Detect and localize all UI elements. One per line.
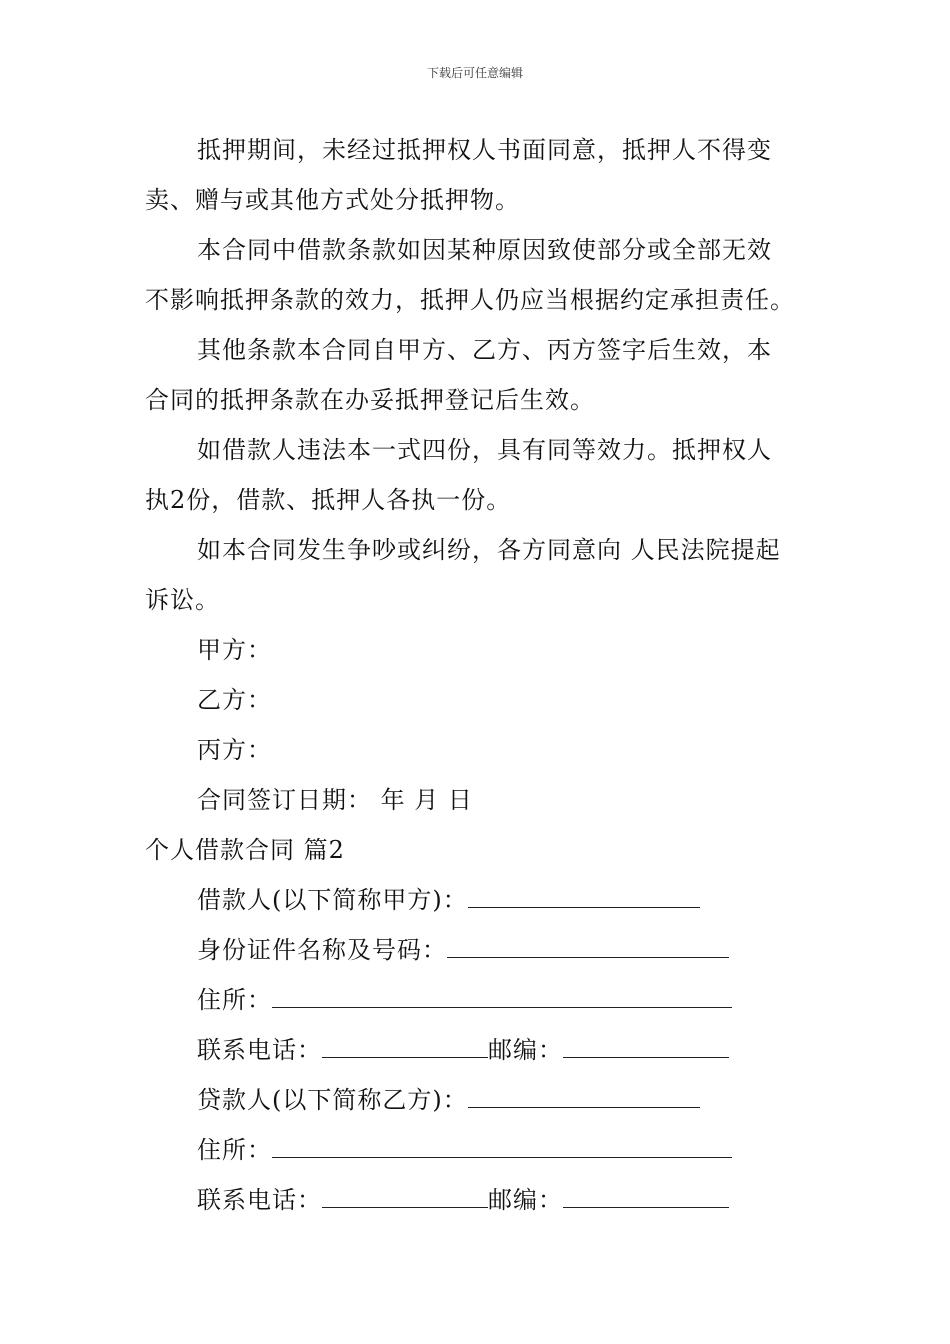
address-2-row	[197, 1134, 732, 1166]
contact-2-row	[197, 1184, 729, 1216]
phone-1-label: 联系电话：	[197, 1036, 322, 1064]
phone-2-label: 联系电话：	[197, 1186, 322, 1214]
paragraph-5-line-1: 如本合同发生争吵或纠纷，各方同意向 人民法院提起	[197, 536, 781, 564]
borrower-blank	[468, 885, 700, 908]
contact-1-row	[197, 1034, 729, 1066]
address-1-row	[197, 984, 732, 1016]
page-header: 下载后可任意编辑	[426, 66, 523, 80]
zip-2-blank	[563, 1185, 729, 1208]
zip-1-blank	[563, 1035, 729, 1058]
phone-1-blank	[322, 1035, 488, 1058]
address-2-blank	[272, 1135, 732, 1158]
paragraph-2-line-2: 不影响抵押条款的效力，抵押人仍应当根据约定承担责任。	[145, 286, 795, 314]
paragraph-1-line-1: 抵押期间，未经过抵押权人书面同意，抵押人不得变	[197, 136, 772, 164]
lender-row	[197, 1084, 700, 1116]
section-title: 个人借款合同 篇2	[145, 836, 345, 864]
paragraph-5-line-2: 诉讼。	[145, 586, 220, 614]
address-1-blank	[272, 985, 732, 1008]
lender-label: 贷款人(以下简称乙方)：	[197, 1086, 468, 1114]
borrower-row	[197, 884, 700, 916]
party-c-signature: 丙方：	[197, 736, 272, 764]
paragraph-3-line-2: 合同的抵押条款在办妥抵押登记后生效。	[145, 386, 595, 414]
zip-1-label: 邮编：	[488, 1036, 563, 1064]
paragraph-2-line-1: 本合同中借款条款如因某种原因致使部分或全部无效	[197, 236, 772, 264]
lender-blank	[468, 1085, 700, 1108]
paragraph-1-line-2: 卖、赠与或其他方式处分抵押物。	[145, 186, 520, 214]
zip-2-label: 邮编：	[488, 1186, 563, 1214]
paragraph-4-line-2: 执2份，借款、抵押人各执一份。	[145, 486, 512, 514]
id-doc-row	[197, 934, 729, 966]
paragraph-3-line-1: 其他条款本合同自甲方、乙方、丙方签字后生效，本	[197, 336, 772, 364]
borrower-label: 借款人(以下简称甲方)：	[197, 886, 468, 914]
party-b-signature: 乙方：	[197, 686, 272, 714]
address-1-label: 住所：	[197, 986, 272, 1014]
id-doc-label: 身份证件名称及号码：	[197, 936, 447, 964]
signing-date: 合同签订日期： 年 月 日	[197, 786, 473, 814]
paragraph-4-line-1: 如借款人违法本一式四份，具有同等效力。抵押权人	[197, 436, 772, 464]
party-a-signature: 甲方：	[197, 636, 272, 664]
address-2-label: 住所：	[197, 1136, 272, 1164]
id-doc-blank	[447, 935, 729, 958]
phone-2-blank	[322, 1185, 488, 1208]
